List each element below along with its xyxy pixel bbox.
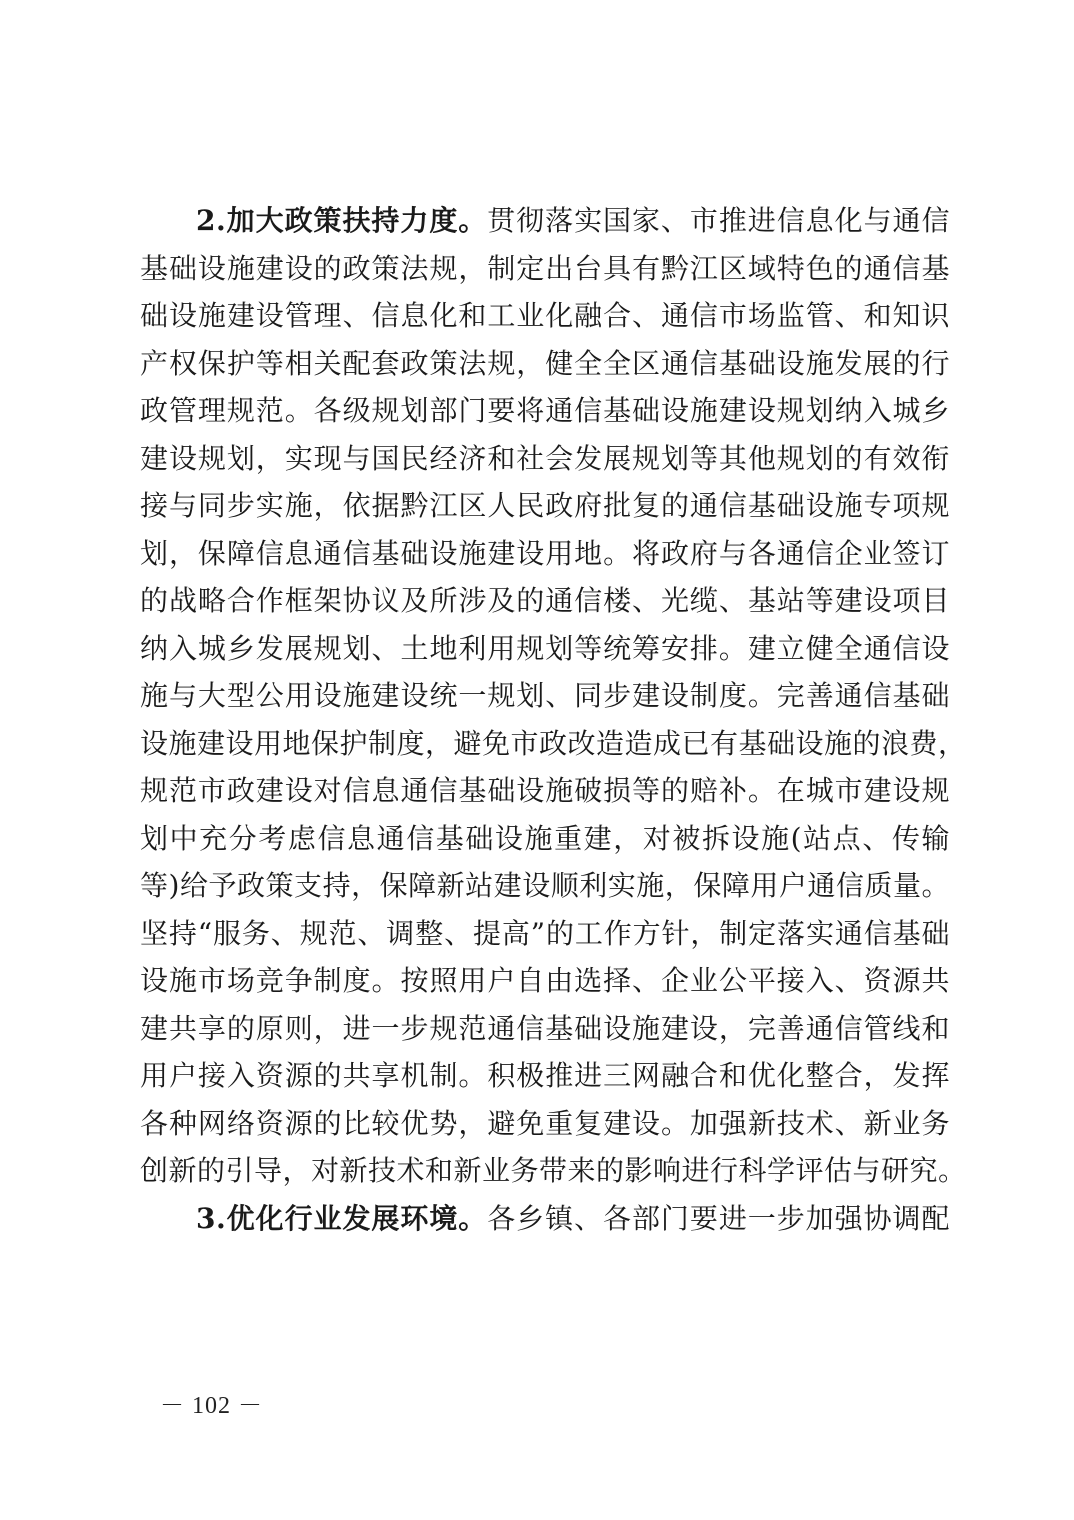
paragraph-3-line-1: [140, 1195, 950, 1243]
paragraph-2-line: 划中充分考虑信息通信基础设施重建，对被拆设施(站点、传输: [140, 821, 950, 855]
page-number: － 102 －: [160, 1393, 263, 1419]
paragraph-3-heading: 3.优化行业发展环境。: [196, 1201, 488, 1235]
paragraph-2-line: 施与大型公用设施建设统一规划、同步建设制度。完善通信基础: [140, 679, 950, 712]
paragraph-2-line: 设施市场竞争制度。按照用户自由选择、企业公平接入、资源共: [140, 964, 950, 997]
paragraph-2-line: 设施建设用地保护制度，避免市政改造造成已有基础设施的浪费，: [140, 726, 967, 760]
paragraph-2-line-1: [140, 197, 950, 245]
paragraph-2-line: 各种网络资源的比较优势，避免重复建设。加强新技术、新业务: [140, 1106, 950, 1140]
paragraph-2-line: 政管理规范。各级规划部门要将通信基础设施建设规划纳入城乡: [140, 394, 950, 427]
paragraph-2-line: 纳入城乡发展规划、土地利用规划等统筹安排。建立健全通信设: [140, 631, 950, 665]
paragraph-2-heading: 2.加大政策扶持力度。: [196, 204, 488, 237]
paragraph-2-line: 等)给予政策支持，保障新站建设顺利实施，保障用户通信质量。: [140, 869, 950, 902]
paragraph-2-line: 基础设施建设的政策法规，制定出台具有黔江区域特色的通信基: [140, 251, 950, 285]
paragraph-3-text: 各乡镇、各部门要进一步加强协调配: [487, 1201, 950, 1235]
paragraph-2-line: 划，保障信息通信基础设施建设用地。将政府与各通信企业签订: [140, 536, 950, 570]
paragraph-2-line: 础设施建设管理、信息化和工业化融合、通信市场监管、和知识: [140, 299, 950, 332]
paragraph-2-line: 坚持“服务、规范、调整、提高”的工作方针，制定落实通信基础: [140, 916, 950, 950]
paragraph-2-line: 的战略合作框架协议及所涉及的通信楼、光缆、基站等建设项目: [140, 584, 950, 617]
paragraph-2-line: 用户接入资源的共享机制。积极推进三网融合和优化整合，发挥: [140, 1059, 950, 1092]
paragraph-2-line: 建共享的原则，进一步规范通信基础设施建设，完善通信管线和: [140, 1011, 950, 1045]
paragraph-2-line: 创新的引导，对新技术和新业务带来的影响进行科学评估与研究。: [140, 1154, 967, 1187]
paragraph-2-line: 建设规划，实现与国民经济和社会发展规划等其他规划的有效衔: [140, 441, 950, 475]
paragraph-2-line: 规范市政建设对信息通信基础设施破损等的赔补。在城市建设规: [140, 774, 950, 807]
body-text: [140, 197, 967, 1242]
paragraph-2-line: 接与同步实施，依据黔江区人民政府批复的通信基础设施专项规: [140, 489, 950, 522]
paragraph-2-text: 贯彻落实国家、市推进信息化与通信: [487, 204, 950, 237]
paragraph-2-line: 产权保护等相关配套政策法规，健全全区通信基础设施发展的行: [140, 346, 950, 380]
